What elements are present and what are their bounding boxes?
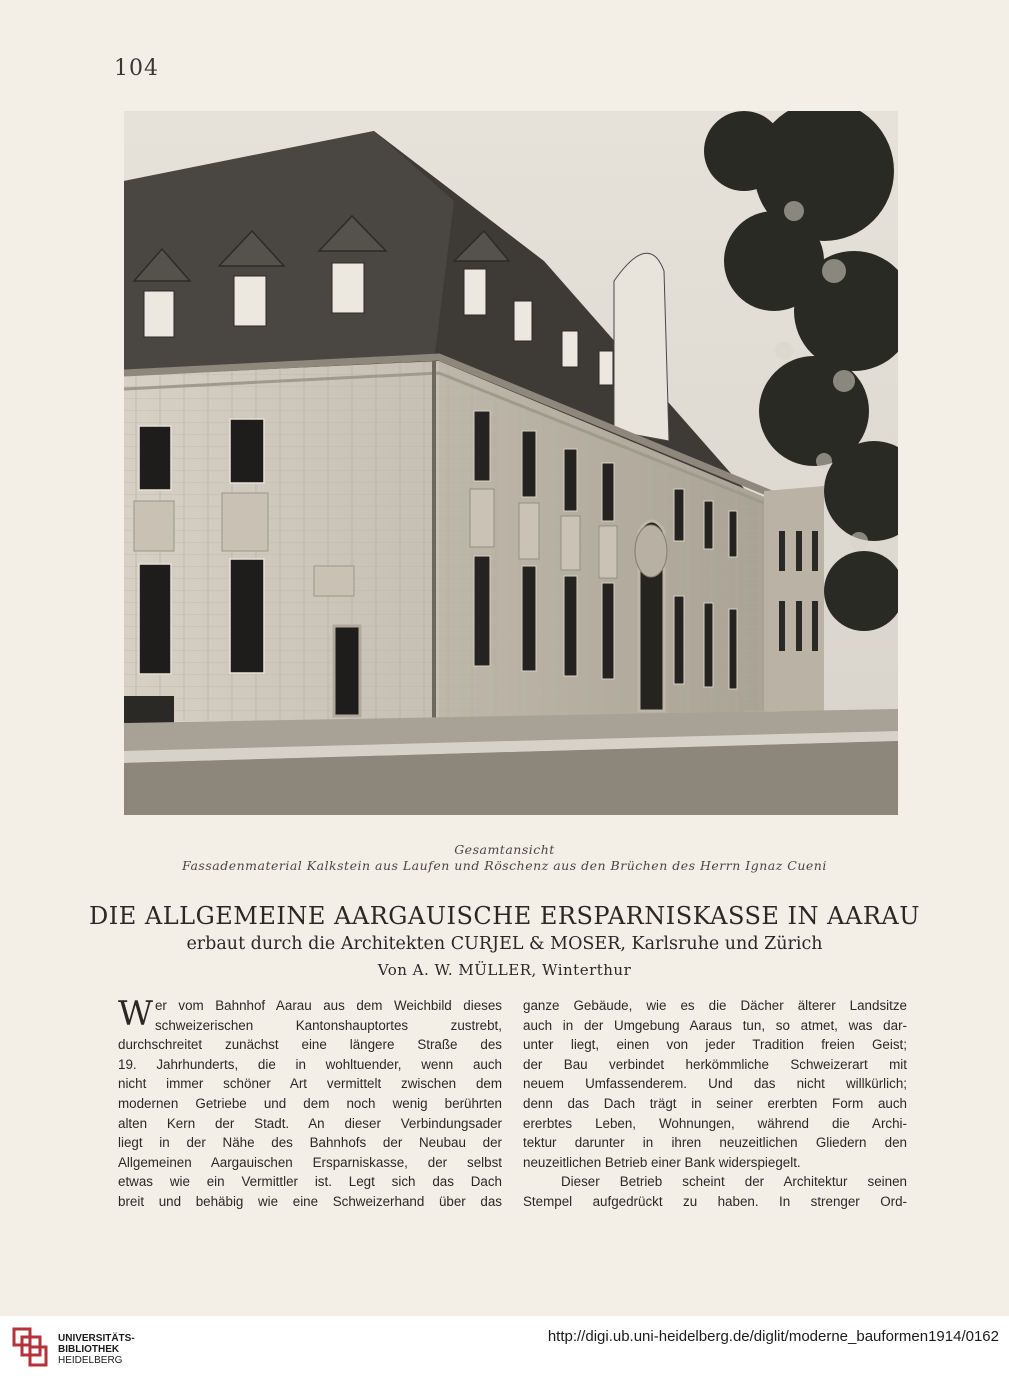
text-line: neuzeitlichen Betrieb einer Bank widerspiegelt. [523,1154,801,1170]
article-subtitle: erbaut durch die Architekten CURJEL & MOSER, Karlsruhe und Zürich [186,934,823,954]
source-url-link[interactable]: http://digi.ub.uni-heidelberg.de/diglit/moderne_bauformen1914/0162 [547,1328,999,1345]
library-name-line: BIBLIOTHEK [58,1344,120,1355]
text-line: liegt in der Nähe des Bahnhofs der Neubau der [118,1135,502,1151]
text-line: der Bau verbindet herkömmliche Schweizerart mit [523,1056,907,1072]
building-photo-illustration [124,111,898,815]
article-byline: Von A. W. MÜLLER, Winterthur [377,961,632,979]
text-line: nicht immer schöner Art vermittelt zwischen dem [118,1076,502,1092]
text-line: Stempel aufgedrückt zu haben. In strenger Ord- [523,1193,907,1209]
text-line: 19. Jahrhunderts, die in wohltuender, wenn auch [118,1056,502,1072]
text-line: unter liegt, einen von jeder Tradition freien Geist; [523,1037,907,1053]
text-line: denn das Dach trägt in seiner ererbten Form auch [523,1095,907,1111]
library-name-line: HEIDELBERG [58,1355,123,1366]
figure-caption-title: Gesamtansicht [454,842,555,857]
text-line: auch in der Umgebung Aaraus tun, so atmet, was dar- [523,1017,907,1033]
library-name [58,1333,135,1366]
text-line: Allgemeinen Aargauischen Ersparniskasse, der selbst [118,1154,502,1170]
footer-bar [0,1316,1009,1387]
text-line: durchschreitet zunächst eine längere Straße des [118,1037,502,1053]
text-line: Dieser Betrieb scheint der Architektur seinen [561,1174,907,1190]
text-column-left [118,996,502,1212]
library-name-line: UNIVERSITÄTS- [58,1333,135,1344]
building-photograph [124,111,898,815]
text-line: alten Kern der Stadt. An dieser Verbindungsader [118,1115,502,1131]
drop-cap: W [118,994,153,1034]
article-title: DIE ALLGEMEINE AARGAUISCHE ERSPARNISKASSE IN AARAU [89,902,920,930]
text-column-right [523,996,907,1212]
text-line: er vom Bahnhof Aarau aus dem Weichbild dieses [154,998,502,1013]
text-line: tektur darunter in ihren neuzeitlichen Gliedern den [523,1135,907,1151]
text-line: schweizerischen Kantonshauptortes zustrebt, [154,1017,502,1033]
text-line: modernen Getriebe und dem noch wenig berührten [118,1095,502,1111]
text-line: ganze Gebäude, wie es die Dächer älterer Landsitze [523,998,907,1013]
text-line: ererbtes Leben, Wohnungen, während die Archi- [523,1115,907,1131]
figure-caption-text: Fassadenmaterial Kalkstein aus Laufen und Röschenz aus den Brüchen des Herrn Ignaz Cueni [182,858,827,873]
text-line: breit und behäbig wie eine Schweizerhand über das [118,1193,502,1209]
library-logo-icon [10,1325,50,1369]
page-number: 104 [114,56,159,81]
text-line: etwas wie ein Vermittler ist. Legt sich das Dach [118,1174,502,1190]
text-line: neuem Umfassenderem. Und das nicht willkürlich; [523,1076,907,1092]
